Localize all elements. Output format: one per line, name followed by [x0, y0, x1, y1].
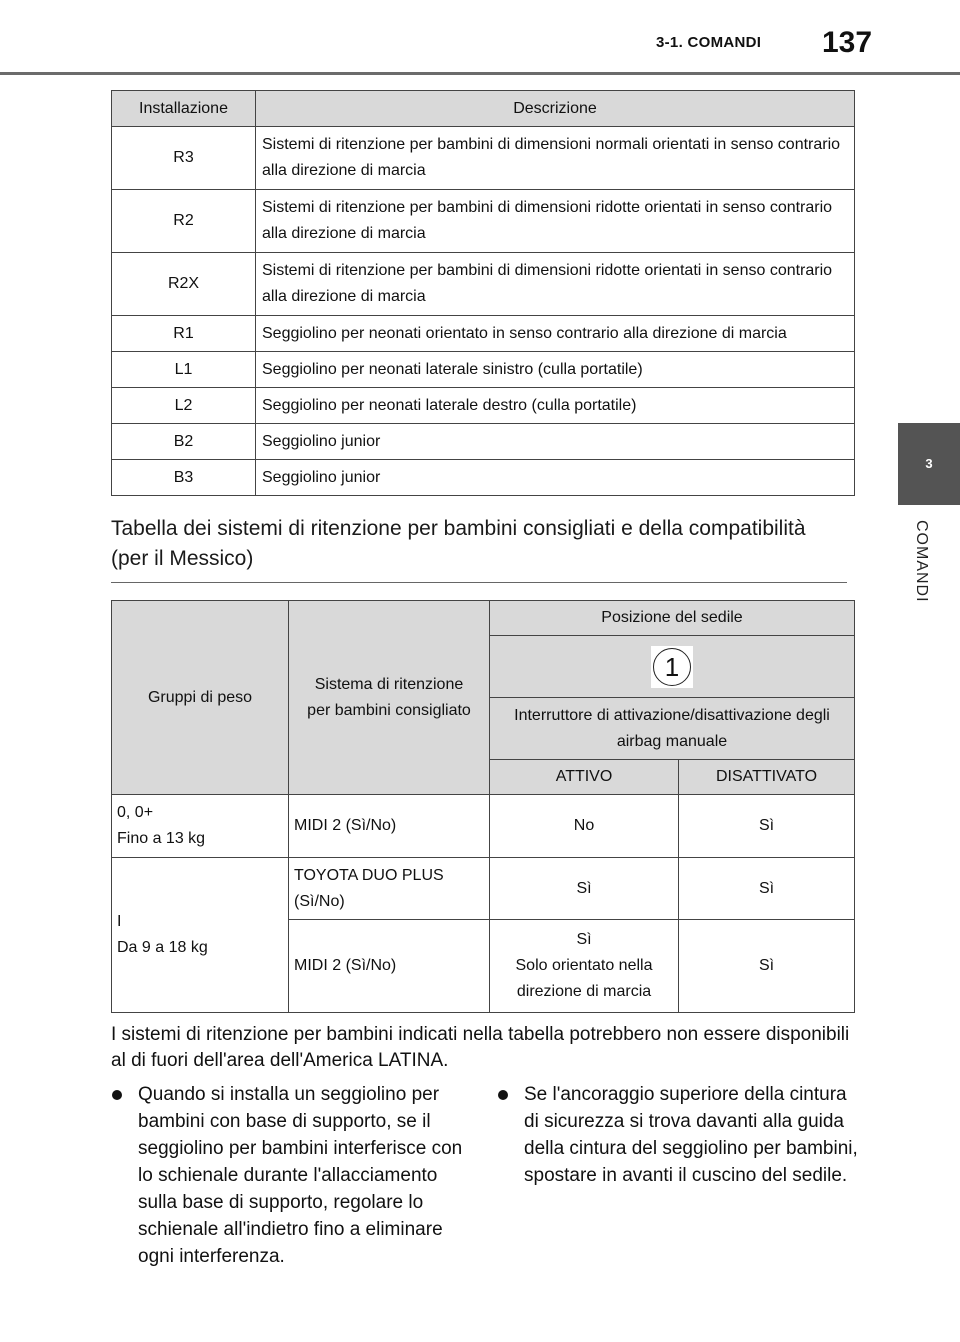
install-description: Seggiolino per neonati laterale destro (culla portatile) [256, 388, 855, 424]
table-row [112, 858, 855, 920]
off-cell: Sì [679, 858, 855, 920]
table-row [112, 253, 855, 316]
install-code: R2 [112, 190, 256, 253]
section-title: Tabella dei sistemi di ritenzione per bambini consigliati e della compatibilità (per il Messico) [111, 517, 806, 570]
weight-group-header: Gruppi di peso [112, 601, 289, 795]
system-cell: TOYOTA DUO PLUS (Sì/No) [289, 858, 490, 920]
install-code: L1 [112, 352, 256, 388]
install-description: Seggiolino per neonati laterale sinistro (culla portatile) [256, 352, 855, 388]
install-description: Seggiolino per neonati orientato in senso contrario alla direzione di marcia [256, 316, 855, 352]
column-header: Descrizione [256, 91, 855, 127]
header-divider [0, 72, 960, 75]
install-code: R3 [112, 127, 256, 190]
on-value: Sì [576, 931, 592, 948]
table-row [112, 352, 855, 388]
section-heading: 3-1. COMANDI [656, 34, 762, 51]
on-cell: Sì [490, 858, 679, 920]
table-header-row [112, 91, 855, 127]
install-description: Sistemi di ritenzione per bambini di dimensioni ridotte orientati in senso contrario alla direzione di marcia [256, 190, 855, 253]
bullet-text: Se l'ancoraggio superiore della cintura di sicurezza si trova davanti alla guida della cintura del seggiolino per bambini, spostare in avanti il cuscino del sedile. [524, 1084, 858, 1186]
weight-group-cell [112, 795, 289, 858]
weight-group-label: 0, 0+ [117, 804, 154, 821]
weight-range: Fino a 13 kg [117, 830, 206, 847]
off-cell: Sì [679, 920, 855, 1013]
table-row [112, 127, 855, 190]
install-description: Seggiolino junior [256, 460, 855, 496]
weight-range: Da 9 a 18 kg [117, 939, 208, 956]
section-divider [111, 582, 847, 583]
table-row [112, 795, 855, 858]
footnote: I sistemi di ritenzione per bambini indicati nella tabella potrebbero non essere disponibili al di fuori dell'area dell'America LATINA. [111, 1024, 850, 1071]
chapter-tab: 3 [898, 423, 960, 505]
seat-position-header: Posizione del sedile [490, 601, 855, 636]
bullet-item [498, 1081, 858, 1189]
compatibility-table [111, 600, 855, 1013]
bullet-dot-icon [112, 1090, 122, 1100]
on-cell: No [490, 795, 679, 858]
install-description: Seggiolino junior [256, 424, 855, 460]
install-code: L2 [112, 388, 256, 424]
system-cell: MIDI 2 (Sì/No) [289, 920, 490, 1013]
chapter-label-text: COMANDI [913, 520, 930, 603]
installation-table [111, 90, 855, 496]
weight-group-label: I [117, 913, 122, 930]
on-cell [490, 920, 679, 1013]
bullet-text: Quando si installa un seggiolino per bambini con base di supporto, se il seggiolino per bambini interferisce con lo schienale durante l'allacciamento sulla base di supporto, regolare lo schienale all'indietro fino a eliminare ogni interferenza. [138, 1084, 463, 1267]
on-header: ATTIVO [490, 760, 679, 795]
bullet-item [112, 1081, 464, 1270]
system-cell: MIDI 2 (Sì/No) [289, 795, 490, 858]
install-code: B2 [112, 424, 256, 460]
install-code: R1 [112, 316, 256, 352]
table-row [112, 388, 855, 424]
table-row [112, 190, 855, 253]
chapter-label [904, 520, 934, 640]
table-header-row [112, 601, 855, 636]
airbag-switch-header: Interruttore di attivazione/disattivazione degli airbag manuale [490, 698, 855, 760]
on-note: Solo orientato nella direzione di marcia [515, 957, 653, 1000]
system-header: Sistema di ritenzione per bambini consigliato [289, 601, 490, 795]
seat-number: 1 [653, 648, 691, 686]
seat-badge-cell [490, 636, 855, 698]
column-header: Installazione [112, 91, 256, 127]
off-cell: Sì [679, 795, 855, 858]
table-row [112, 316, 855, 352]
page-number: 137 [822, 26, 873, 59]
table-row [112, 424, 855, 460]
install-code: B3 [112, 460, 256, 496]
off-header: DISATTIVATO [679, 760, 855, 795]
bullet-dot-icon [498, 1090, 508, 1100]
install-description: Sistemi di ritenzione per bambini di dimensioni normali orientati in senso contrario alla direzione di marcia [256, 127, 855, 190]
seat-number-badge [651, 646, 693, 688]
weight-group-cell [112, 858, 289, 1013]
table-row [112, 460, 855, 496]
install-description: Sistemi di ritenzione per bambini di dimensioni ridotte orientati in senso contrario alla direzione di marcia [256, 253, 855, 316]
install-code: R2X [112, 253, 256, 316]
